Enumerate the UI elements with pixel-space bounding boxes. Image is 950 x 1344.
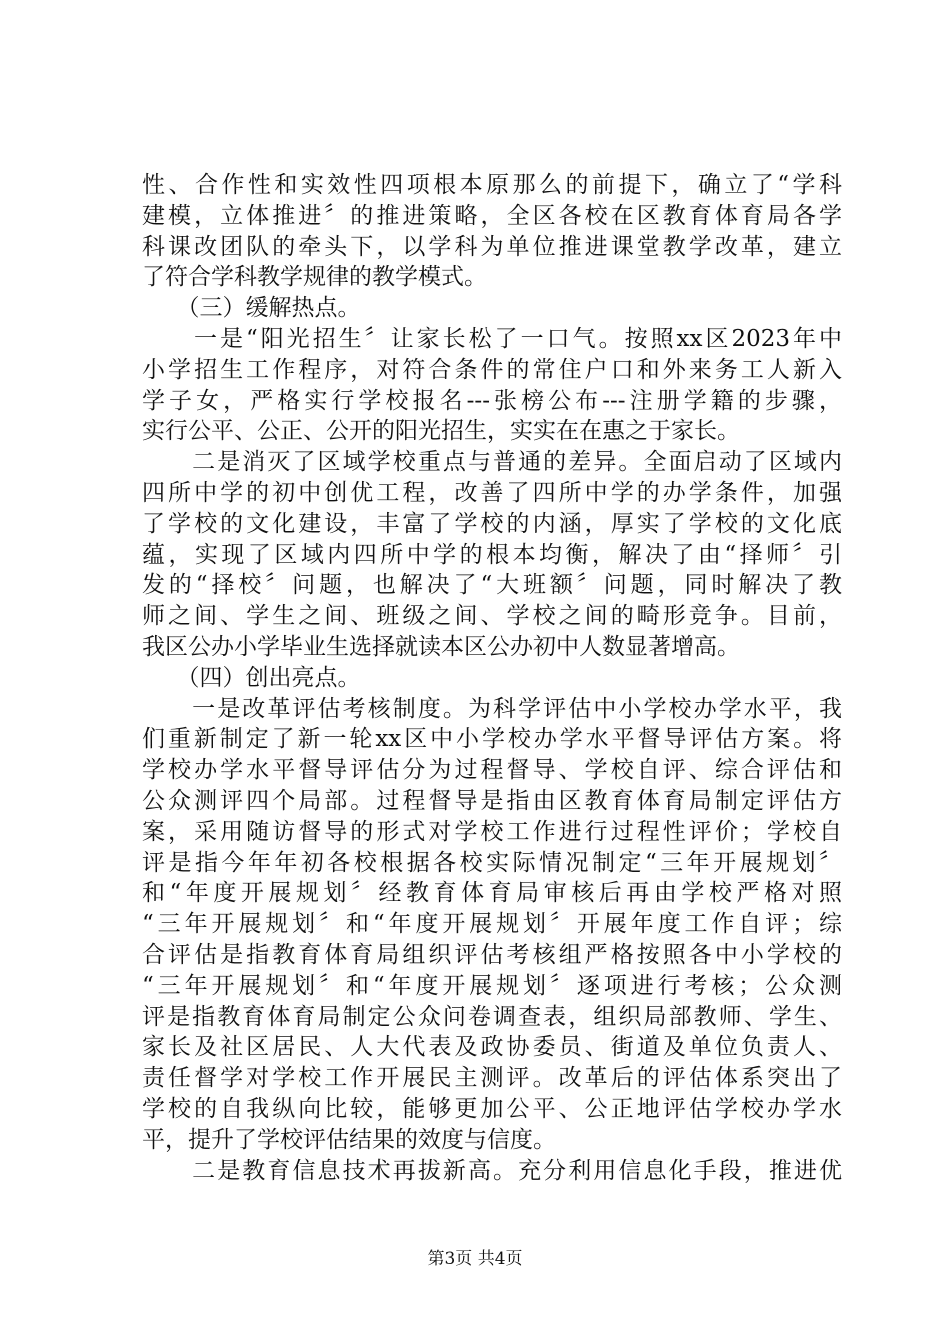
- paragraph-line: 案，采用随访督导的形式对学校工作进行过程性评价；学校自: [142, 818, 842, 845]
- paragraph-line: “三年开展规划〞和“年度开展规划〞逐项进行考核；公众测: [142, 972, 842, 999]
- document-body: [142, 170, 842, 1186]
- paragraph-line: 学子女，严格实行学校报名---张榜公布---注册学籍的步骤，: [142, 387, 842, 414]
- paragraph-line: 二是消灭了区域学校重点与普通的差异。全面启动了区域内: [142, 449, 842, 476]
- page-footer: 第3页 共4页: [427, 1249, 523, 1269]
- paragraph-line: 二是教育信息技术再拔新高。充分利用信息化手段，推进优: [142, 1157, 842, 1184]
- paragraph-line: 实行公平、公正、公开的阳光招生，实实在在惠之于家长。: [142, 418, 740, 445]
- paragraph-line: 平，提升了学校评估结果的效度与信度。: [142, 1126, 556, 1153]
- paragraph-line: 性、合作性和实效性四项根本原那么的前提下，确立了“学科: [142, 172, 842, 198]
- paragraph-line: 学校办学水平督导评估分为过程督导、学校自评、综合评估和: [142, 757, 842, 784]
- paragraph-line: 公众测评四个局部。过程督导是指由区教育体育局制定评估方: [142, 787, 842, 814]
- paragraph-line: 们重新制定了新一轮xx区中小学校办学水平督导评估方案。将: [142, 726, 842, 753]
- paragraph-line: 小学招生工作程序，对符合条件的常住户口和外来务工人新入: [142, 356, 842, 383]
- paragraph-line: 蕴，实现了区域内四所中学的根本均衡，解决了由“择师〞引: [142, 541, 842, 568]
- paragraph-line: 了符合学科教学规律的教学模式。: [142, 264, 487, 291]
- paragraph-line: 师之间、学生之间、班级之间、学校之间的畸形竞争。目前，: [142, 603, 842, 630]
- paragraph-line: 一是改革评估考核制度。为科学评估中小学校办学水平，我: [142, 695, 842, 722]
- paragraph-line: 和“年度开展规划〞经教育体育局审核后再由学校严格对照: [142, 880, 842, 907]
- paragraph-line: 责任督学对学校工作开展民主测评。改革后的评估体系突出了: [142, 1065, 842, 1092]
- paragraph-line: 家长及社区居民、人大代表及政协委员、街道及单位负责人、: [142, 1034, 842, 1061]
- paragraph-line: 评是指教育体育局制定公众问卷调查表，组织局部教师、学生、: [142, 1003, 842, 1030]
- paragraph-line: “三年开展规划〞和“年度开展规划〞开展年度工作自评；综: [142, 911, 842, 938]
- paragraph-line: 一是“阳光招生〞让家长松了一口气。按照xx区2023年中: [142, 325, 842, 352]
- paragraph-line: 我区公办小学毕业生选择就读本区公办初中人数显著增高。: [142, 633, 740, 660]
- paragraph-line: 合评估是指教育体育局组织评估考核组严格按照各中小学校的: [142, 941, 842, 968]
- paragraph-line: （四）创出亮点。: [142, 664, 361, 691]
- paragraph-line: 建模，立体推进〞的推进策略，全区各校在区教育体育局各学: [142, 202, 842, 229]
- paragraph-line: 发的“择校〞问题，也解决了“大班额〞问题，同时解决了教: [142, 572, 842, 599]
- paragraph-line: 了学校的文化建设，丰富了学校的内涵，厚实了学校的文化底: [142, 510, 842, 537]
- paragraph-line: （三）缓解热点。: [142, 295, 361, 322]
- paragraph-line: 学校的自我纵向比较，能够更加公平、公正地评估学校办学水: [142, 1095, 842, 1122]
- paragraph-line: 评是指今年年初各校根据各校实际情况制定“三年开展规划〞: [142, 849, 842, 876]
- paragraph-line: 四所中学的初中创优工程，改善了四所中学的办学条件，加强: [142, 479, 842, 506]
- paragraph-line: 科课改团队的牵头下，以学科为单位推进课堂教学改革，建立: [142, 233, 842, 260]
